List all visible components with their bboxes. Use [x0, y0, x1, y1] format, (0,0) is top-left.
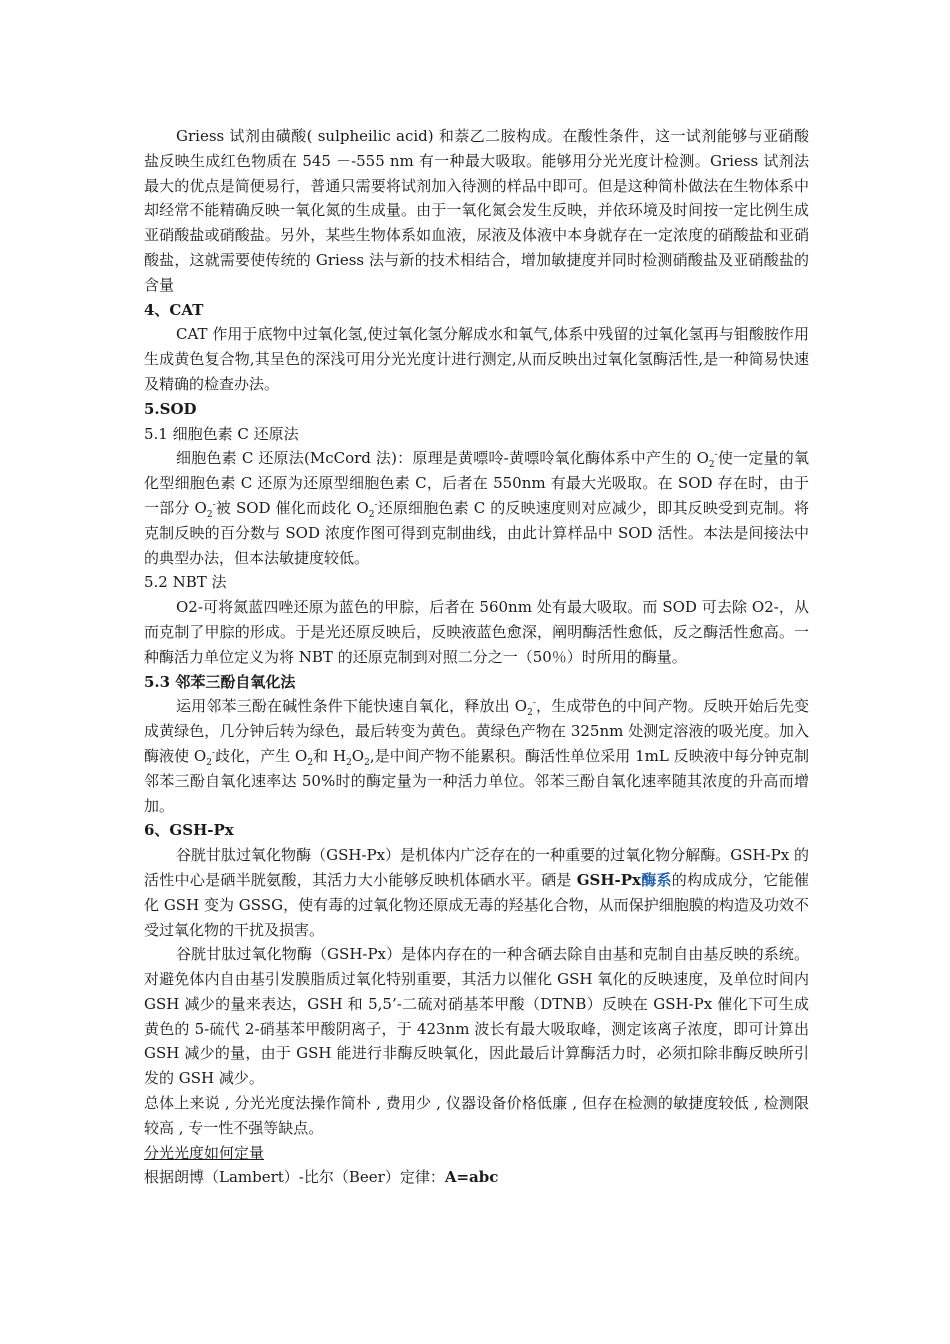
document-body	[144, 124, 809, 1190]
heading-5-3: 5.3 邻苯三酚自氧化法	[144, 672, 296, 691]
paragraph-griess: Griess 试剂由磺酸( sulpheilic acid) 和萘乙二胺构成。在酸性条件，这一试剂能够与亚硝酸盐反映生成红色物质在 545 －-555 nm 有一种最大吸取。能够用分光光度计检测。Griess 试剂法最大的优点是简便易行，普通只需要将试剂加入待测的样品中即可。但是这种简朴做法在生物体系中却经常不能精确反映一氧化氮的生成量。由于一氧化氮会发生反映，并依环境及时间按一定比例生成亚硝酸盐或硝酸盐。另外，某些生物体系如血液，尿液及体液中本身就存在一定浓度的硝酸盐和亚硝酸盐，这就需要使传统的 Griess 法与新的技术相结合，增加敏捷度并同时检测硝酸盐及亚硝酸盐的含量	[144, 127, 809, 294]
heading-cat: 4、CAT	[144, 300, 204, 319]
heading-5-2: 5.2 NBT 法	[144, 573, 227, 592]
paragraph-summary: 总体上来说 , 分光光度法操作简朴 , 费用少 , 仪器设备价格低廉 , 但存在检测的敏捷度较低 , 检测限较高 , 专一性不强等缺点。	[144, 1094, 809, 1137]
paragraph-cat: CAT 作用于底物中过氧化氢,使过氧化氢分解成水和氧气,体系中残留的过氧化氢再与钼酸胺作用生成黄色复合物,其呈色的深浅可用分光光度计进行测定,从而反映出过氧化氢酶活性,是一种简易快速及精确的检查办法。	[144, 325, 809, 393]
paragraph-gsh-px-1: 谷胱甘肽过氧化物酶（GSH-Px）是机体内广泛存在的一种重要的过氧化物分解酶。GSH-Px 的活性中心是硒半胱氨酸，其活力大小能够反映机体硒水平。硒是 GSH-Px酶系的构成成分，它能催化 GSH 变为 GSSG，使有毒的过氧化物还原成无毒的羟基化合物，从而保护细胞膜的构造及功效不受过氧化物的干扰及损害。	[144, 846, 809, 939]
heading-sod: 5.SOD	[144, 399, 197, 418]
formula-beer-law: A=abc	[444, 1168, 499, 1187]
heading-5-1: 5.1 细胞色素 C 还原法	[144, 424, 299, 443]
paragraph-gsh-px-2: 谷胱甘肽过氧化物酶（GSH-Px）是体内存在的一种含硒去除自由基和克制自由基反映的系统。对避免体内自由基引发膜脂质过氧化特别重要，其活力以催化 GSH 氧化的反映速度，及单位时间内 GSH 减少的量来表达，GSH 和 5,5’-二硫对硝基苯甲酸（DTNB）反映在 GSH-Px 催化下可生成黄色的 5-硫代 2-硝基苯甲酸阴离子，于 423nm 波长有最大吸取峰，测定该离子浓度，即可计算出 GSH 减少的量，由于 GSH 能进行非酶反映氧化，因此最后计算酶活力时，必须扣除非酶反映所引发的 GSH 减少。	[144, 945, 809, 1088]
link-quantification[interactable]: 分光光度如何定量	[144, 1143, 265, 1162]
heading-gsh-px: 6、GSH-Px	[144, 821, 234, 840]
paragraph-cytochrome-c: 细胞色素 C 还原法(McCord 法)：原理是黄嘌呤-黄嘌呤氧化酶体系中产生的 $O_2^-$使一定量的氧化型细胞色素 C 还原为还原型细胞色素 C，后者在 550nm 有最大光吸取。在 SOD 存在时，由于一部分 $O_2^-$被 SOD 催化而歧化 $O_2^-$还原细胞色素 C 的反映速度则对应减少，即其反映受到克制。将克制反映的百分数与 SOD 浓度作图可得到克制曲线，由此计算样品中 SOD 活性。本法是间接法中的典型办法，但本法敏捷度较低。	[144, 449, 809, 567]
paragraph-nbt: O2-可将氮蓝四唑还原为蓝色的甲腙，后者在 560nm 处有最大吸取。而 SOD 可去除 O2-，从而克制了甲腙的形成。于是光还原反映后，反映液蓝色愈深，阐明酶活性愈低，反之酶活性愈高。一种酶活力单位定义为将 NBT 的还原克制到对照二分之一（50％）时所用的酶量。	[144, 598, 809, 666]
paragraph-beer-law: 根据朗博（Lambert）-比尔（Beer）定律：A=abc	[144, 1168, 499, 1187]
paragraph-pyrogallol: 运用邻苯三酚在碱性条件下能快速自氧化，释放出 $O_2^-$，生成带色的中间产物。反映开始后先变成黄绿色，几分钟后转为绿色，最后转变为黄色。黄绿色产物在 325nm 处测定溶液的吸光度。加入酶液使 $O_2^-$歧化，产生 $O_2$和 $H_2O_2$,是中间产物不能累积。酶活性单位采用 1mL 反映液中每分钟克制邻苯三酚自氧化速率达 50%时的酶定量为一种活力单位。邻苯三酚自氧化速率随其浓度的升高而增加。	[144, 697, 809, 815]
link-enzyme-system[interactable]: 酶系	[640, 870, 672, 889]
